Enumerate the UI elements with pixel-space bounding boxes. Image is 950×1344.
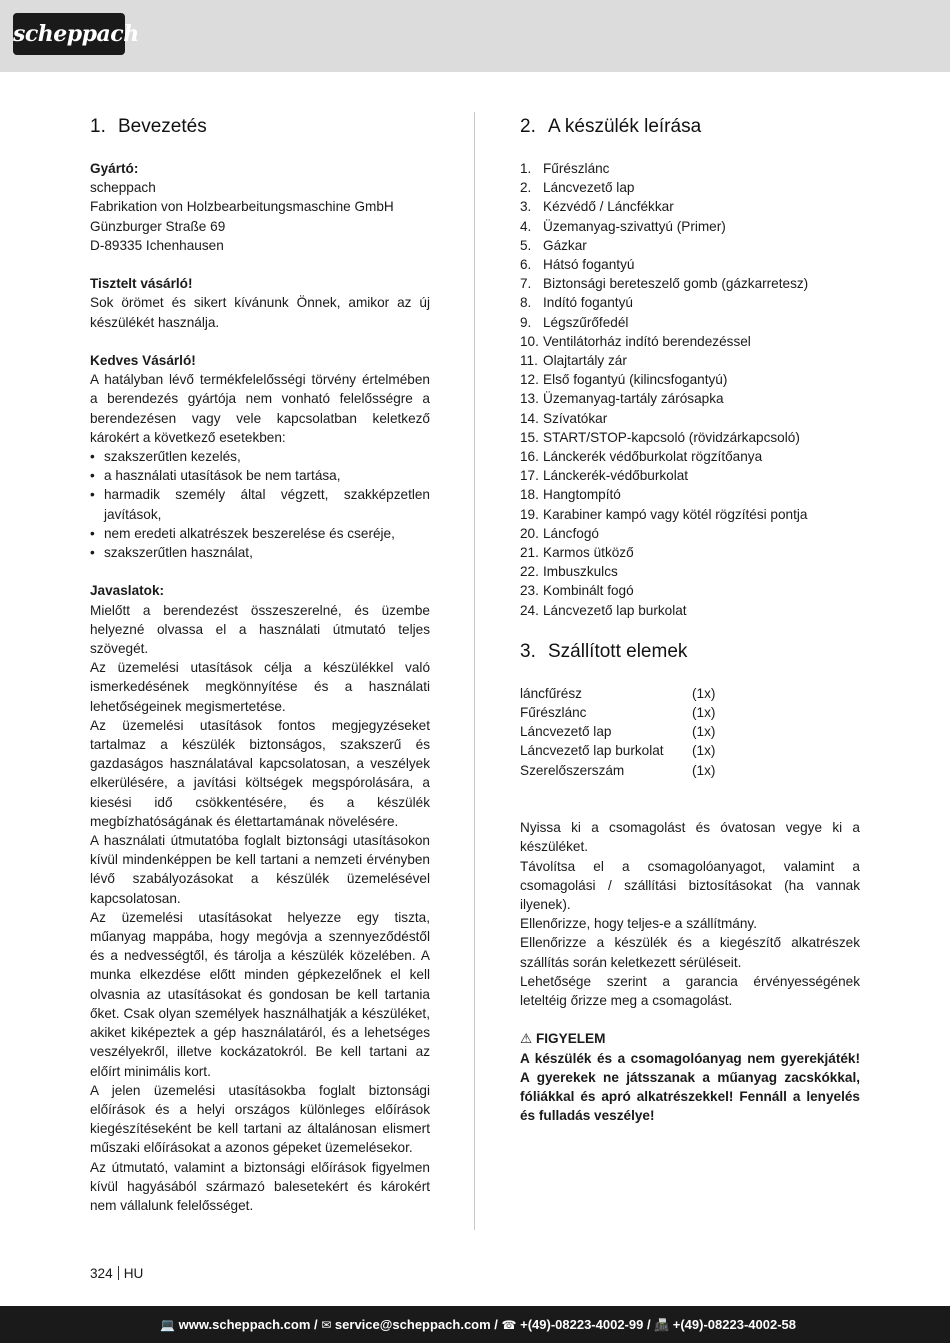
- liability-text: A hatályban lévő termékfelelősségi törvény értelmében a berendezés gyártója nem vonható felelősségre a berendezésen vagy vele kapcsolatban keletkező károkért a következő esetekben:: [90, 372, 430, 445]
- manufacturer-label: Gyártó:: [90, 161, 139, 176]
- table-row: Láncvezető lap burkolat (1x): [520, 743, 716, 759]
- footer-website[interactable]: www.scheppach.com: [178, 1317, 311, 1332]
- section-number: 2.: [520, 116, 536, 137]
- section-title: Szállított elemek: [548, 640, 688, 662]
- unpack-paragraph: Ellenőrizze, hogy teljes-e a szállítmány.: [520, 916, 757, 932]
- unpack-paragraph: Nyissa ki a csomagolást és óvatosan vegye ki a készüléket.: [520, 820, 860, 855]
- page-number-separator: [118, 1266, 119, 1280]
- manufacturer-line: scheppach: [90, 180, 156, 196]
- list-item: • a használati utasítások be nem tartása,: [90, 466, 430, 485]
- list-item: 2. Láncvezető lap: [520, 180, 635, 196]
- list-item: • harmadik személy által végzett, szakképzetlen javítások,: [90, 485, 430, 523]
- recommendations-label: Javaslatok:: [90, 583, 165, 599]
- unpack-paragraph: Lehetősége szerint a garancia érvényességének leteltéig őrizze meg a csomagolást.: [520, 973, 860, 1009]
- list-item: 6. Hátsó fogantyú: [520, 257, 635, 273]
- list-item: • szakszerűtlen kezelés,: [90, 447, 430, 466]
- list-item: 21. Karmos ütköző: [520, 545, 634, 561]
- fax-icon: 📠: [654, 1318, 670, 1332]
- list-item: 14. Szívatókar: [520, 410, 608, 426]
- warning-triangle-icon: ⚠: [520, 1031, 533, 1047]
- list-item: 20. Láncfogó: [520, 525, 599, 541]
- footer-contact-bar: 💻 www.scheppach.com / ✉ service@scheppach.com / ☎ +(49)-08223-4002-99 / 📠 +(49)-08223-4002-58: [0, 1306, 950, 1343]
- list-item: 8. Indító fogantyú: [520, 295, 633, 311]
- section-2-heading: [520, 114, 860, 140]
- list-item: 15. START/STOP-kapcsoló (rövidzárkapcsoló): [520, 429, 800, 445]
- recommendation-paragraph: Mielőtt a berendezést összeszerelné, és üzembe helyezné olvassa el a használati útmutató teljes szövegét.: [90, 602, 430, 657]
- list-item: 23. Kombinált fogó: [520, 583, 634, 599]
- footer-email[interactable]: service@scheppach.com: [334, 1317, 491, 1332]
- list-item: 9. Légszűrőfedél: [520, 314, 629, 330]
- list-item: 11. Olajtartály zár: [520, 353, 627, 369]
- table-row: láncfűrész (1x): [520, 685, 716, 701]
- greeting-label: Kedves Vásárló!: [90, 353, 196, 368]
- parts-list: [520, 159, 860, 620]
- table-row: Szerelőszerszám (1x): [520, 762, 716, 778]
- greeting-text: Sok örömet és sikert kívánunk Önnek, amikor az új készülékét használja.: [90, 295, 430, 330]
- list-item: 3. Kézvédő / Láncfékkar: [520, 199, 674, 215]
- recommendation-paragraph: Az üzemelési utasításokat helyezze egy tiszta, műanyag mappába, hogy megóvja a szennyeződéstől és a nedvességtől, és tárolja a készülék közelében. A munka elkezdése előtt minden gépkezelőnek el kell olvasnia az utasításokat és gondosan be kell tartania őket. Csak olyan személyek használhatják a készüléket, akiket kiképeztek a gép használatáról, és a lehetséges veszélyekről, illetve kockázatokról. Be kell tartani az előírt minimális kort.: [90, 909, 430, 1079]
- list-item: 13. Üzemanyag-tartály zárósapka: [520, 391, 724, 407]
- manufacturer-line: D-89335 Ichenhausen: [90, 237, 224, 253]
- recommendation-paragraph: A jelen üzemelési utasításokba foglalt biztonsági előírások és a helyi országos különleges előírások kiegészítéseként be kell tartani az általánosan elismert műszaki előírásokat a azonos gépeket üzemelésekor.: [90, 1082, 430, 1156]
- list-item: 16. Lánckerék védőburkolat rögzítőanya: [520, 449, 763, 465]
- footer-fax: +(49)-08223-4002-58: [672, 1317, 796, 1332]
- header-band: [0, 0, 950, 72]
- list-item: 12. Első fogantyú (kilincsfogantyú): [520, 372, 728, 388]
- greeting-label: Tisztelt vásárló!: [90, 276, 193, 292]
- column-divider: [474, 112, 475, 1230]
- unpack-paragraph: Ellenőrizze a készülék és a kiegészítő alkatrészek szállítás során keletkezett sérüléseit.: [520, 935, 860, 970]
- list-item: 19. Karabiner kampó vagy kötél rögzítési pontja: [520, 506, 808, 522]
- list-item: 22. Imbuszkulcs: [520, 564, 618, 580]
- list-item: 5. Gázkar: [520, 237, 587, 253]
- list-item: 7. Biztonsági bereteszelő gomb (gázkarretesz): [520, 276, 809, 292]
- page-number-value: 324: [90, 1266, 113, 1281]
- section-number: 3.: [520, 640, 536, 662]
- right-column: [520, 114, 860, 1126]
- section-3-heading: [520, 639, 860, 665]
- page-language: HU: [123, 1266, 144, 1281]
- section-1-heading: [90, 114, 430, 140]
- recommendation-paragraph: Az útmutató, valamint a biztonsági előírások figyelmen kívül hagyásából származó balesetekért és károkért nem vállalunk felelősséget.: [90, 1159, 430, 1213]
- table-row: Fűrészlánc (1x): [520, 705, 716, 721]
- table-row: Láncvezető lap (1x): [520, 724, 716, 740]
- list-item: 10. Ventilátorház indító berendezéssel: [520, 333, 751, 349]
- phone-icon: ☎: [501, 1318, 517, 1332]
- left-column: [90, 114, 430, 1215]
- unpack-paragraph: Távolítsa el a csomagolóanyagot, valamint a csomagolási / szállítási biztosításokat (ha vannak ilyenek).: [520, 858, 860, 913]
- computer-icon: 💻: [160, 1318, 176, 1332]
- list-item: 17. Lánckerék-védőburkolat: [520, 468, 689, 484]
- scheppach-logo: [13, 13, 139, 55]
- delivery-table: [520, 684, 715, 780]
- list-item: • szakszerűtlen használat,: [90, 543, 430, 562]
- page-number: [90, 1264, 143, 1283]
- footer-phone: +(49)-08223-4002-99: [520, 1317, 644, 1332]
- list-item: 1. Fűrészlánc: [520, 161, 610, 176]
- list-item: 24. Láncvezető lap burkolat: [520, 602, 687, 618]
- warning-title: FIGYELEM: [535, 1031, 606, 1047]
- list-item: 4. Üzemanyag-szivattyú (Primer): [520, 218, 726, 234]
- liability-list: [90, 447, 430, 562]
- recommendation-paragraph: Az üzemelési utasítások fontos megjegyzéseket tartalmaz a készülék biztonságos, szakszerű és gazdaságos használatával kapcsolatosan, a veszélyek elkerülésére, a javítási költségek megspórolására, a kiesési idő csökkentésére, és a készülék megbízhatóságának és élettartamának növelésére.: [90, 717, 430, 829]
- warning-heading: [520, 1029, 860, 1048]
- section-title: Bevezetés: [118, 116, 207, 137]
- list-item: • nem eredeti alkatrészek beszerelése és cseréje,: [90, 524, 430, 543]
- manufacturer-line: Günzburger Straße 69: [90, 218, 226, 234]
- manufacturer-line: Fabrikation von Holzbearbeitungsmaschine GmbH: [90, 199, 394, 215]
- logo-text: scheppach: [13, 21, 139, 47]
- warning-text: A készülék és a csomagolóanyag nem gyerekjáték! A gyerekek ne játsszanak a műanyag zacskókkal, fóliákkal és apró alkatrészekkel! Fennáll a lenyelés és fulladás veszélye!: [520, 1050, 860, 1124]
- section-number: 1.: [90, 116, 106, 137]
- list-item: 18. Hangtompító: [520, 487, 621, 503]
- recommendation-paragraph: A használati útmutatóba foglalt biztonsági utasításokon kívül mindenképpen be kell tartani a nemzeti érvényben lévő szabályozásokat a készülék üzemelésével kapcsolatosan.: [90, 833, 430, 906]
- section-title: A készülék leírása: [548, 116, 702, 137]
- mail-icon: ✉: [321, 1318, 332, 1332]
- recommendation-paragraph: Az üzemelési utasítások célja a készülékkel való ismerkedésének megkönnyítése és a használati lehetőségeinek megismertetése.: [90, 660, 430, 714]
